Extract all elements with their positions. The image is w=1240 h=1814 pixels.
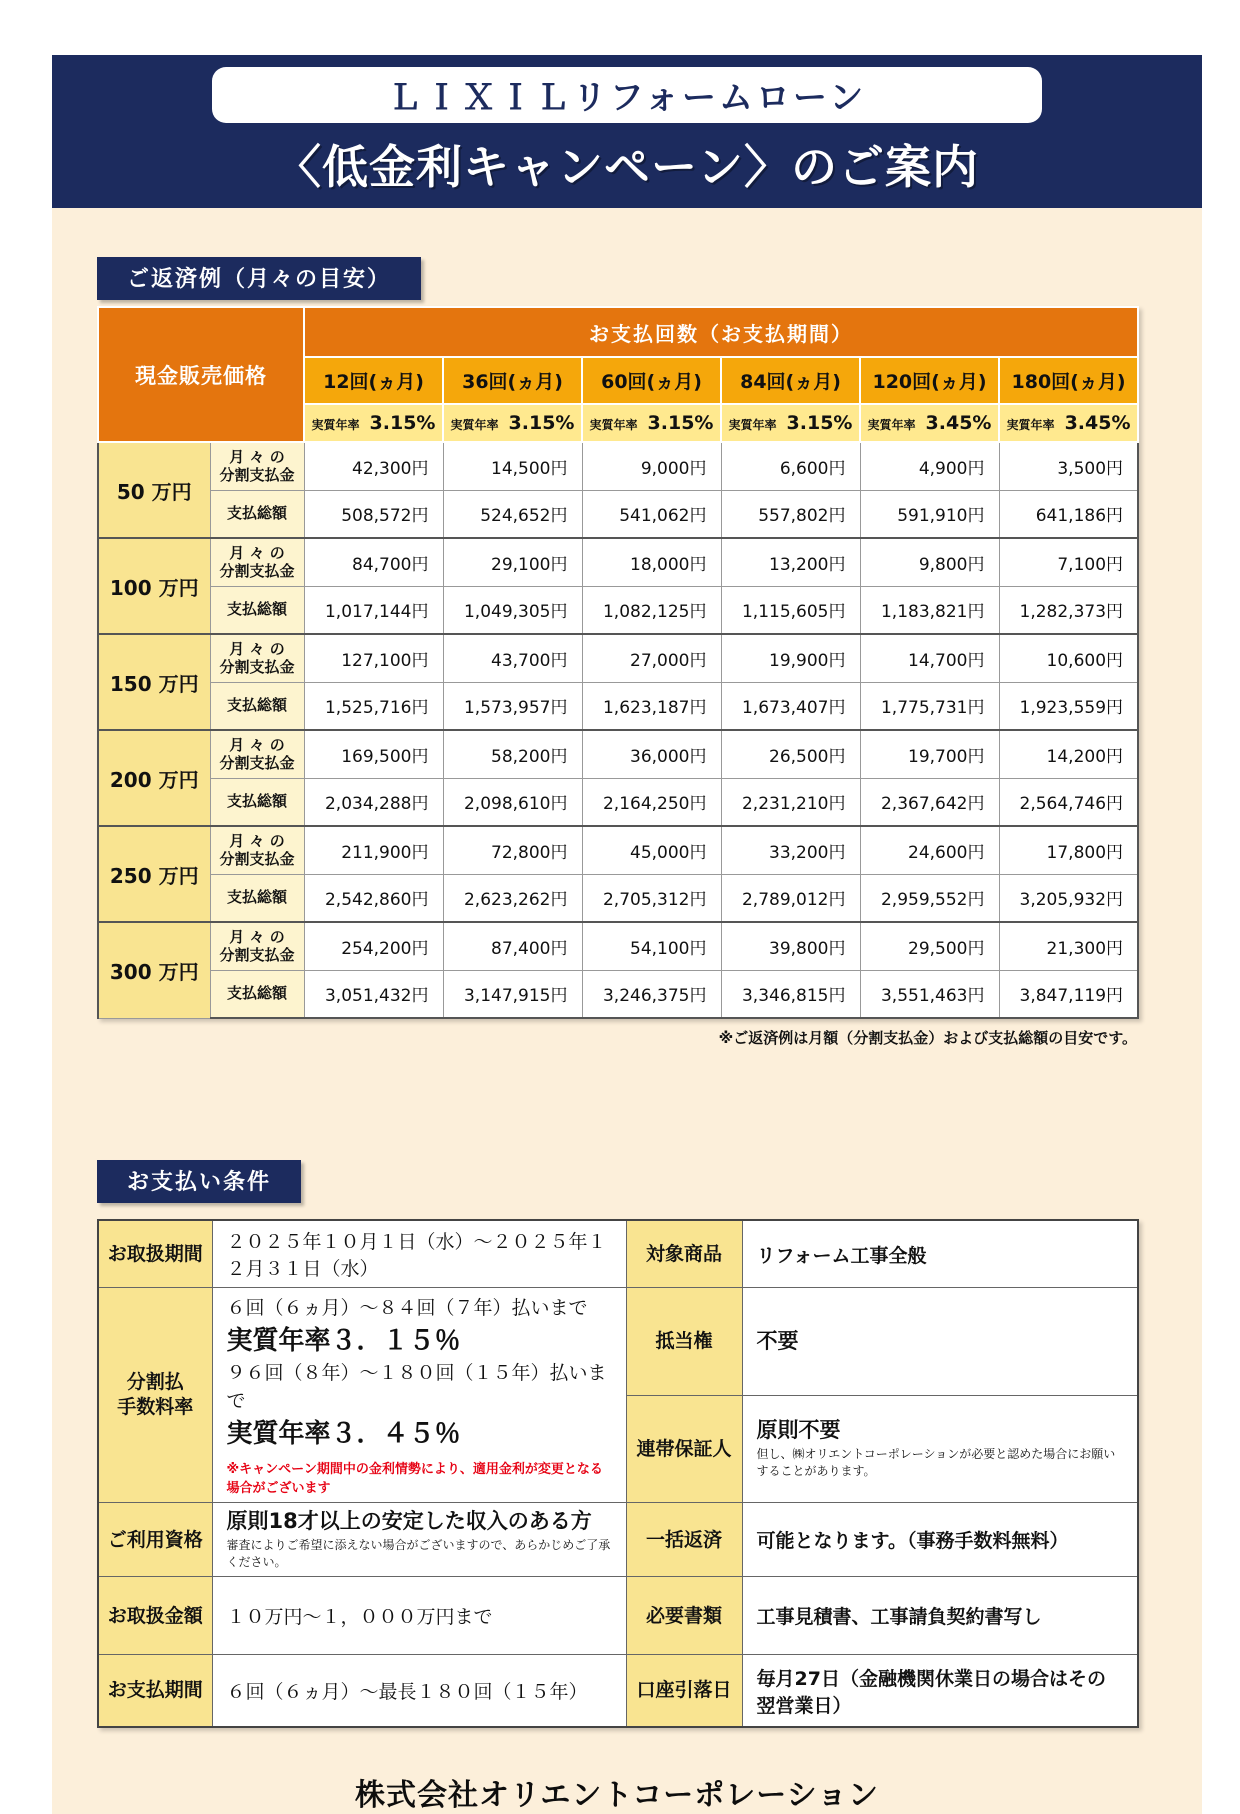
condition-value: １０万円～１，０００万円まで	[212, 1577, 626, 1655]
repayment-note: ※ご返済例は月額（分割支払金）および支払総額の目安です。	[718, 1029, 1137, 1047]
apr-cell	[999, 404, 1138, 442]
monthly-payment-cell: 24,600円	[860, 826, 999, 874]
row-label-monthly: 月 々 の 分割支払金	[210, 634, 304, 682]
total-payment-cell: 1,623,187円	[582, 682, 721, 730]
campaign-title: 〈低金利キャンペーン〉のご案内	[274, 139, 980, 194]
apr-value: 3.45%	[1064, 412, 1131, 434]
total-payment-cell: 2,367,642円	[860, 778, 999, 826]
installment-fee-cell: ６回（６ヵ月）～８４回（７年）払いまで 実質年率３．１５％ ９６回（８年）～１８０回（１５年）払いまで 実質年率３．４５％ ※キャンペーン期間中の金利情勢により、適用金利が変更となる場合がございます	[212, 1288, 626, 1503]
condition-value: 毎月27日（金融機関休業日の場合はその翌営業日）	[742, 1655, 1138, 1727]
monthly-payment-cell: 21,300円	[999, 922, 1138, 970]
apr-label: 実質年率	[589, 418, 638, 432]
total-payment-cell: 641,186円	[999, 490, 1138, 538]
monthly-payment-cell: 33,200円	[721, 826, 860, 874]
apr-label: 実質年率	[1006, 418, 1055, 432]
monthly-payment-cell: 27,000円	[582, 634, 721, 682]
monthly-payment-cell: 14,700円	[860, 634, 999, 682]
total-payment-cell: 3,847,119円	[999, 970, 1138, 1018]
price-label: 200 万円	[98, 730, 210, 826]
total-payment-cell: 1,049,305円	[443, 586, 582, 634]
installments-header: お支払回数（お支払期間）	[304, 307, 1138, 357]
company-logo: 株式会社オリエントコーポレーション	[355, 1777, 879, 1813]
monthly-payment-cell: 43,700円	[443, 634, 582, 682]
apr-label: 実質年率	[867, 418, 916, 432]
total-payment-cell: 508,572円	[304, 490, 443, 538]
monthly-payment-cell: 36,000円	[582, 730, 721, 778]
total-payment-cell: 3,205,932円	[999, 874, 1138, 922]
apr-cell	[860, 404, 999, 442]
monthly-payment-cell: 14,200円	[999, 730, 1138, 778]
total-payment-cell: 2,542,860円	[304, 874, 443, 922]
monthly-payment-cell: 18,000円	[582, 538, 721, 586]
monthly-payment-cell: 19,900円	[721, 634, 860, 682]
monthly-payment-cell: 3,500円	[999, 442, 1138, 490]
monthly-payment-cell: 84,700円	[304, 538, 443, 586]
total-payment-cell: 3,051,432円	[304, 970, 443, 1018]
condition-label: お支払期間	[98, 1655, 212, 1727]
price-label: 50 万円	[98, 442, 210, 538]
condition-label: 口座引落日	[626, 1655, 742, 1727]
row-label-monthly: 月 々 の 分割支払金	[210, 538, 304, 586]
apr-cell	[721, 404, 860, 442]
total-payment-cell: 1,775,731円	[860, 682, 999, 730]
row-label-monthly: 月 々 の 分割支払金	[210, 730, 304, 778]
monthly-payment-cell: 9,800円	[860, 538, 999, 586]
price-label: 100 万円	[98, 538, 210, 634]
apr-value: 3.15%	[508, 412, 575, 434]
total-payment-cell: 2,959,552円	[860, 874, 999, 922]
condition-value: 原則不要 但し、㈱オリエントコーポレーションが必要と認めた場合にお願いすることがあります。	[742, 1395, 1138, 1503]
total-payment-cell: 2,034,288円	[304, 778, 443, 826]
monthly-payment-cell: 17,800円	[999, 826, 1138, 874]
monthly-payment-cell: 10,600円	[999, 634, 1138, 682]
column-header: 84回(ヵ月)	[721, 357, 860, 404]
condition-label: 分割払 手数料率	[98, 1288, 212, 1503]
condition-label: ご利用資格	[98, 1503, 212, 1577]
apr-value: 3.15%	[786, 412, 853, 434]
monthly-payment-cell: 54,100円	[582, 922, 721, 970]
apr-cell	[304, 404, 443, 442]
monthly-payment-cell: 14,500円	[443, 442, 582, 490]
monthly-payment-cell: 29,500円	[860, 922, 999, 970]
total-payment-cell: 591,910円	[860, 490, 999, 538]
brand-pill	[212, 67, 1042, 123]
condition-value: 可能となります。（事務手数料無料）	[742, 1503, 1138, 1577]
apr-value: 3.15%	[647, 412, 714, 434]
total-payment-cell: 2,789,012円	[721, 874, 860, 922]
apr-label: 実質年率	[450, 418, 499, 432]
column-header: 120回(ヵ月)	[860, 357, 999, 404]
row-label-total: 支払総額	[210, 490, 304, 538]
monthly-payment-cell: 19,700円	[860, 730, 999, 778]
row-label-monthly: 月 々 の 分割支払金	[210, 826, 304, 874]
condition-value: リフォーム工事全般	[742, 1220, 1138, 1288]
total-payment-cell: 1,082,125円	[582, 586, 721, 634]
total-payment-cell: 3,246,375円	[582, 970, 721, 1018]
total-payment-cell: 557,802円	[721, 490, 860, 538]
row-label-monthly: 月 々 の 分割支払金	[210, 442, 304, 490]
condition-label: 必要書類	[626, 1577, 742, 1655]
condition-label: 一括返済	[626, 1503, 742, 1577]
content-area	[52, 208, 1202, 1814]
monthly-payment-cell: 127,100円	[304, 634, 443, 682]
monthly-payment-cell: 9,000円	[582, 442, 721, 490]
monthly-payment-cell: 6,600円	[721, 442, 860, 490]
monthly-payment-cell: 58,200円	[443, 730, 582, 778]
total-payment-cell: 1,923,559円	[999, 682, 1138, 730]
price-label: 250 万円	[98, 826, 210, 922]
row-label-total: 支払総額	[210, 586, 304, 634]
condition-value: 不要	[742, 1288, 1138, 1396]
row-label-total: 支払総額	[210, 682, 304, 730]
condition-value: 工事見積書、工事請負契約書写し	[742, 1577, 1138, 1655]
total-payment-cell: 2,623,262円	[443, 874, 582, 922]
total-payment-cell: 1,115,605円	[721, 586, 860, 634]
apr-label: 実質年率	[311, 418, 360, 432]
apr-label: 実質年率	[728, 418, 777, 432]
conditions-section-title: お支払い条件	[97, 1160, 301, 1203]
price-label: 150 万円	[98, 634, 210, 730]
monthly-payment-cell: 13,200円	[721, 538, 860, 586]
condition-label: 対象商品	[626, 1220, 742, 1288]
column-header: 180回(ヵ月)	[999, 357, 1138, 404]
monthly-payment-cell: 7,100円	[999, 538, 1138, 586]
row-label-monthly: 月 々 の 分割支払金	[210, 922, 304, 970]
monthly-payment-cell: 87,400円	[443, 922, 582, 970]
total-payment-cell: 1,673,407円	[721, 682, 860, 730]
apr-value: 3.45%	[925, 412, 992, 434]
campaign-rate-warning: ※キャンペーン期間中の金利情勢により、適用金利が変更となる場合がございます	[226, 1462, 603, 1497]
total-payment-cell: 2,564,746円	[999, 778, 1138, 826]
apr-cell	[582, 404, 721, 442]
monthly-payment-cell: 4,900円	[860, 442, 999, 490]
monthly-payment-cell: 39,800円	[721, 922, 860, 970]
total-payment-cell: 2,098,610円	[443, 778, 582, 826]
conditions-table	[97, 1219, 1139, 1728]
monthly-payment-cell: 169,500円	[304, 730, 443, 778]
conditions-section	[97, 1160, 1202, 1728]
brand-title: ＬＩＸＩＬリフォームローン	[387, 78, 867, 118]
total-payment-cell: 2,231,210円	[721, 778, 860, 826]
condition-label: お取扱金額	[98, 1577, 212, 1655]
column-header: 60回(ヵ月)	[582, 357, 721, 404]
total-payment-cell: 1,525,716円	[304, 682, 443, 730]
row-label-total: 支払総額	[210, 778, 304, 826]
condition-label: 連帯保証人	[626, 1395, 742, 1503]
total-payment-cell: 1,017,144円	[304, 586, 443, 634]
column-header: 36回(ヵ月)	[443, 357, 582, 404]
total-payment-cell: 524,652円	[443, 490, 582, 538]
monthly-payment-cell: 254,200円	[304, 922, 443, 970]
price-label: 300 万円	[98, 922, 210, 1018]
condition-label: お取扱期間	[98, 1220, 212, 1288]
column-header: 12回(ヵ月)	[304, 357, 443, 404]
monthly-payment-cell: 211,900円	[304, 826, 443, 874]
price-column-header: 現金販売価格	[98, 307, 304, 442]
apr-value: 3.15%	[369, 412, 436, 434]
monthly-payment-cell: 72,800円	[443, 826, 582, 874]
monthly-payment-cell: 42,300円	[304, 442, 443, 490]
total-payment-cell: 541,062円	[582, 490, 721, 538]
row-label-total: 支払総額	[210, 970, 304, 1018]
repayment-table	[97, 306, 1139, 1019]
monthly-payment-cell: 29,100円	[443, 538, 582, 586]
row-label-total: 支払総額	[210, 874, 304, 922]
total-payment-cell: 2,705,312円	[582, 874, 721, 922]
condition-value: 原則18才以上の安定した収入のある方 審査によりご希望に添えない場合がございますので、あらかじめご了承ください。	[212, 1503, 626, 1577]
repayment-section-title: ご返済例（月々の目安）	[97, 257, 421, 300]
condition-label: 抵当権	[626, 1288, 742, 1396]
condition-value: ２０２５年１０月１日（水）～２０２５年１２月３１日（水）	[212, 1220, 626, 1288]
apr-cell	[443, 404, 582, 442]
total-payment-cell: 3,147,915円	[443, 970, 582, 1018]
total-payment-cell: 1,282,373円	[999, 586, 1138, 634]
total-payment-cell: 2,164,250円	[582, 778, 721, 826]
total-payment-cell: 1,573,957円	[443, 682, 582, 730]
monthly-payment-cell: 45,000円	[582, 826, 721, 874]
header-banner	[52, 55, 1202, 208]
total-payment-cell: 3,551,463円	[860, 970, 999, 1018]
flyer-sheet	[52, 55, 1202, 1814]
total-payment-cell: 3,346,815円	[721, 970, 860, 1018]
condition-value: ６回（６ヵ月）～最長１８０回（１５年）	[212, 1655, 626, 1727]
monthly-payment-cell: 26,500円	[721, 730, 860, 778]
total-payment-cell: 1,183,821円	[860, 586, 999, 634]
